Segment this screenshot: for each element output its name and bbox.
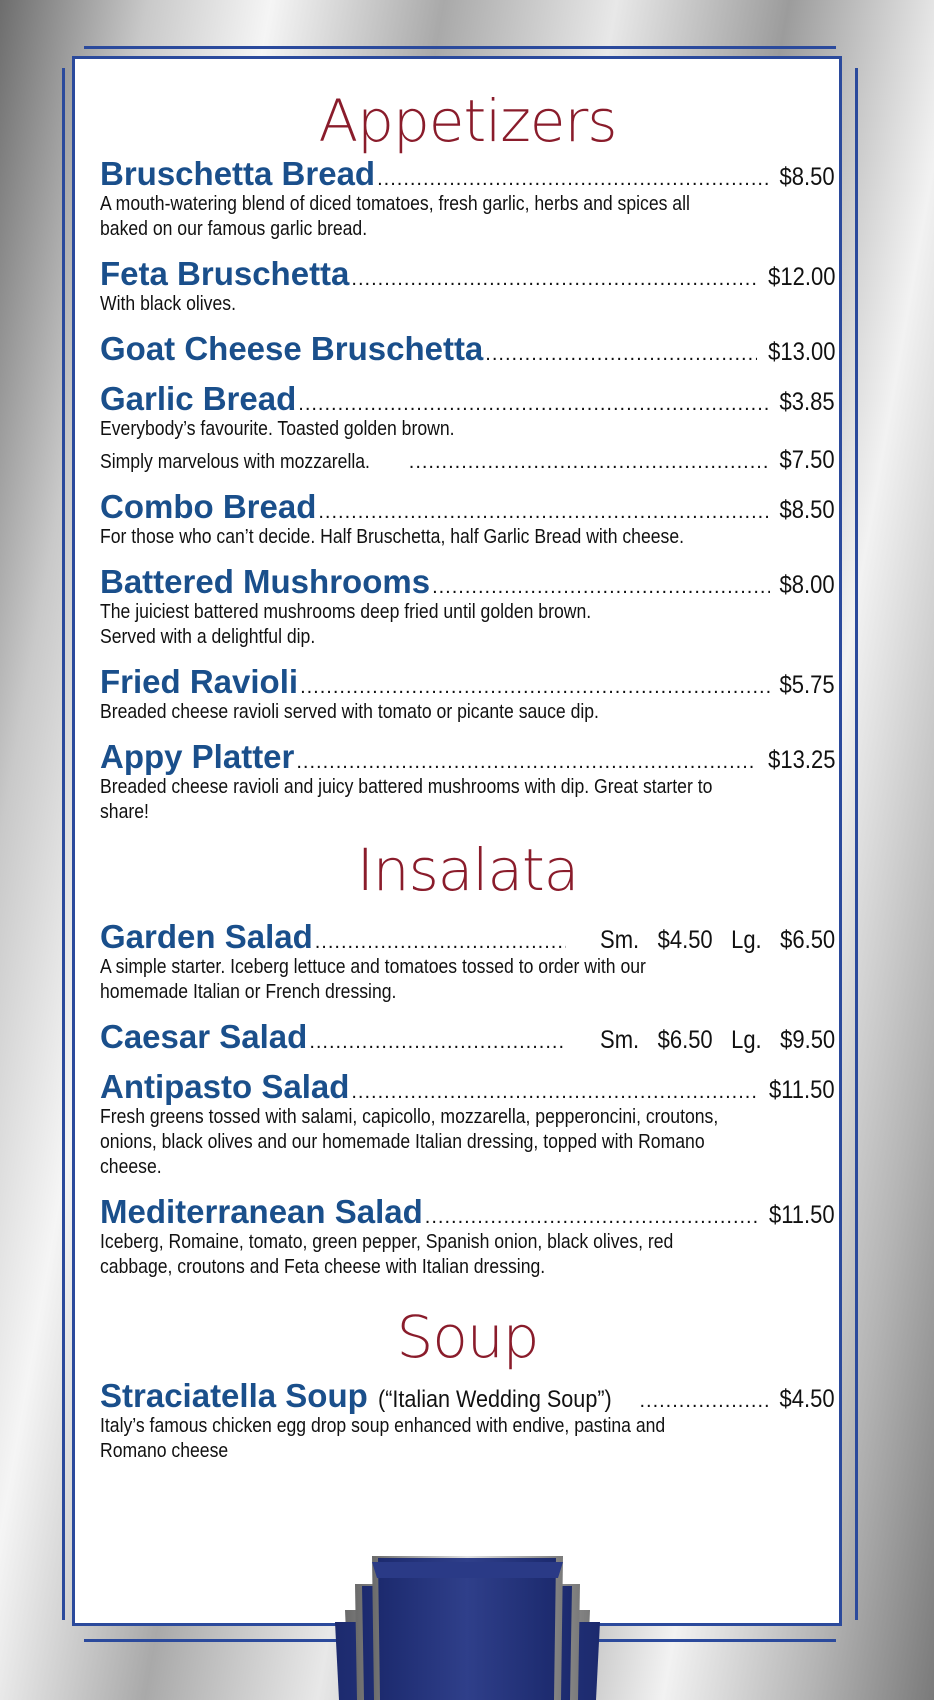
item-variant: Simply marvelous with mozzarella. ..... $7.50 xyxy=(100,446,835,475)
item-name: Combo Bread xyxy=(100,488,317,525)
item-price: $8.50 xyxy=(779,496,835,524)
item-price: $11.50 xyxy=(769,1201,835,1229)
item-name: Antipasto Salad xyxy=(100,1068,350,1105)
item-price: $3.85 xyxy=(779,388,835,416)
item-price: $11.50 xyxy=(769,1076,835,1104)
item-name: Appy Platter xyxy=(100,738,295,775)
section-title: Soup xyxy=(396,1303,539,1371)
item-description: Iceberg, Romaine, tomato, green pepper, Spanish onion, black olives, red cabbage, croutons and Feta cheese with Italian dressing. xyxy=(100,1231,674,1278)
item-price: $5.75 xyxy=(779,671,835,699)
item-name: Garlic Bread xyxy=(100,380,297,417)
item-name: Garden Salad xyxy=(100,918,313,955)
item-price: Sm. $6.50 Lg. $9.50 xyxy=(599,1026,835,1054)
item-name: Caesar Salad xyxy=(100,1018,308,1055)
item-note: (“Italian Wedding Soup”) xyxy=(377,1386,612,1413)
item-name: Mediterranean Salad xyxy=(100,1193,423,1230)
item-description: Breaded cheese ravioli and juicy battered mushrooms with dip. Great starter to share! xyxy=(100,776,713,823)
item-description: With black olives. xyxy=(100,293,236,315)
item-name: Goat Cheese Bruschetta xyxy=(100,330,484,367)
item-price: $8.00 xyxy=(779,571,835,599)
item-description: Italy’s famous chicken egg drop soup enhanced with endive, pastina and Romano cheese xyxy=(100,1415,666,1462)
item-description: For those who can’t decide. Half Bruschetta, half Garlic Bread with cheese. xyxy=(100,526,685,548)
item-name: Feta Bruschetta xyxy=(100,255,350,292)
item-price: $12.00 xyxy=(767,263,835,291)
section-title: Insalata xyxy=(356,836,579,904)
item-name: Bruschetta Bread xyxy=(100,155,376,192)
item-description: The juiciest battered mushrooms deep fried until golden brown. Served with a delightful dip. xyxy=(100,601,592,648)
item-price: Sm. $4.50 Lg. $6.50 xyxy=(599,926,835,954)
item-name: Straciatella Soup xyxy=(100,1377,368,1414)
item-description: Everybody’s favourite. Toasted golden brown. xyxy=(100,418,455,440)
item-name: Fried Ravioli xyxy=(100,663,299,700)
item-description: Breaded cheese ravioli served with tomato or picante sauce dip. xyxy=(100,701,599,723)
item-price: $4.50 xyxy=(779,1385,835,1413)
item-price: $8.50 xyxy=(779,163,835,191)
item-description: A mouth-watering blend of diced tomatoes, fresh garlic, herbs and spices all baked on our famous garlic bread. xyxy=(100,193,690,240)
item-description: Fresh greens tossed with salami, capicollo, mozzarella, pepperoncini, croutons, onions, black olives and our homemade Italian dressing, topped with Romano cheese. xyxy=(100,1106,719,1178)
item-price: $13.25 xyxy=(767,746,835,774)
section-title: Appetizers xyxy=(318,87,617,155)
item-price: $13.00 xyxy=(767,338,835,366)
item-description: A simple starter. Iceberg lettuce and tomatoes tossed to order with our homemade Italian or French dressing. xyxy=(100,956,646,1003)
item-name: Battered Mushrooms xyxy=(100,563,431,600)
